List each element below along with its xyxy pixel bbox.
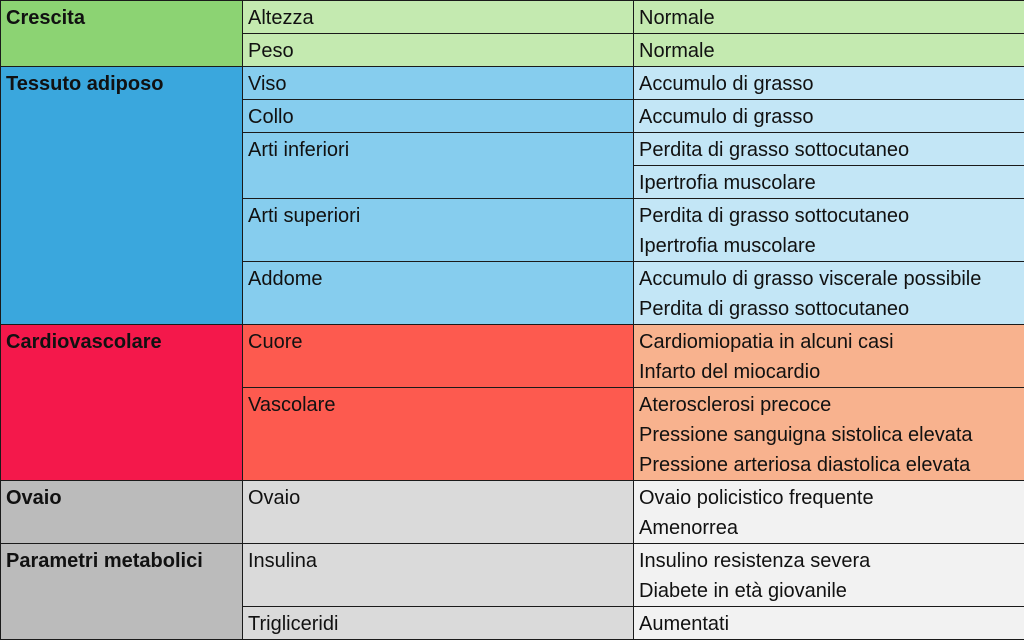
value-vascolare — [634, 388, 1024, 481]
cell-addome: Addome — [243, 262, 634, 325]
value-line: Cardiomiopatia in alcuni casi — [639, 327, 1019, 357]
value-line: Infarto del miocardio — [639, 357, 1019, 387]
category-ovaio: Ovaio — [1, 481, 243, 544]
value-collo: Accumulo di grasso — [634, 100, 1024, 133]
cell-collo: Collo — [243, 100, 634, 133]
cell-arti-superiori: Arti superiori — [243, 199, 634, 262]
value-arti-inferiori-2: Ipertrofia muscolare — [634, 166, 1024, 199]
value-trigliceridi: Aumentati — [634, 607, 1024, 640]
cell-peso: Peso — [243, 34, 634, 67]
value-cuore — [634, 325, 1024, 388]
cell-arti-inferiori: Arti inferiori — [243, 133, 634, 199]
value-line: Amenorrea — [639, 513, 1019, 543]
value-arti-inferiori-1: Perdita di grasso sottocutaneo — [634, 133, 1024, 166]
value-line: Pressione arteriosa diastolica elevata — [639, 450, 1019, 480]
value-line: Accumulo di grasso viscerale possibile — [639, 264, 1019, 294]
table-row — [1, 325, 1024, 357]
table-row — [1, 67, 1024, 100]
value-line: Pressione sanguigna sistolica elevata — [639, 420, 1019, 450]
category-parametri-metabolici: Parametri metabolici — [1, 544, 243, 640]
value-line: Insulino resistenza severa — [639, 546, 1019, 576]
cell-altezza: Altezza — [243, 1, 634, 34]
value-line: Ovaio policistico frequente — [639, 483, 1019, 513]
value-line: Perdita di grasso sottocutaneo — [639, 294, 1019, 324]
table-row — [1, 481, 1024, 513]
cell-trigliceridi: Trigliceridi — [243, 607, 634, 640]
table-row — [1, 544, 1024, 576]
value-peso: Normale — [634, 34, 1024, 67]
cell-ovaio: Ovaio — [243, 481, 634, 544]
category-cardiovascolare: Cardiovascolare — [1, 325, 243, 481]
value-addome — [634, 262, 1024, 325]
value-altezza: Normale — [634, 1, 1024, 34]
value-insulina — [634, 544, 1024, 607]
cell-viso: Viso — [243, 67, 634, 100]
value-viso: Accumulo di grasso — [634, 67, 1024, 100]
value-arti-superiori — [634, 199, 1024, 262]
value-line: Ipertrofia muscolare — [639, 231, 1019, 261]
cell-cuore: Cuore — [243, 325, 634, 388]
value-line: Diabete in età giovanile — [639, 576, 1019, 606]
table-row — [1, 1, 1024, 34]
value-line: Aterosclerosi precoce — [639, 390, 1019, 420]
value-ovaio — [634, 481, 1024, 544]
category-crescita: Crescita — [1, 1, 243, 67]
cell-insulina: Insulina — [243, 544, 634, 607]
cell-vascolare: Vascolare — [243, 388, 634, 481]
category-tessuto-adiposo: Tessuto adiposo — [1, 67, 243, 325]
value-line: Perdita di grasso sottocutaneo — [639, 201, 1019, 231]
